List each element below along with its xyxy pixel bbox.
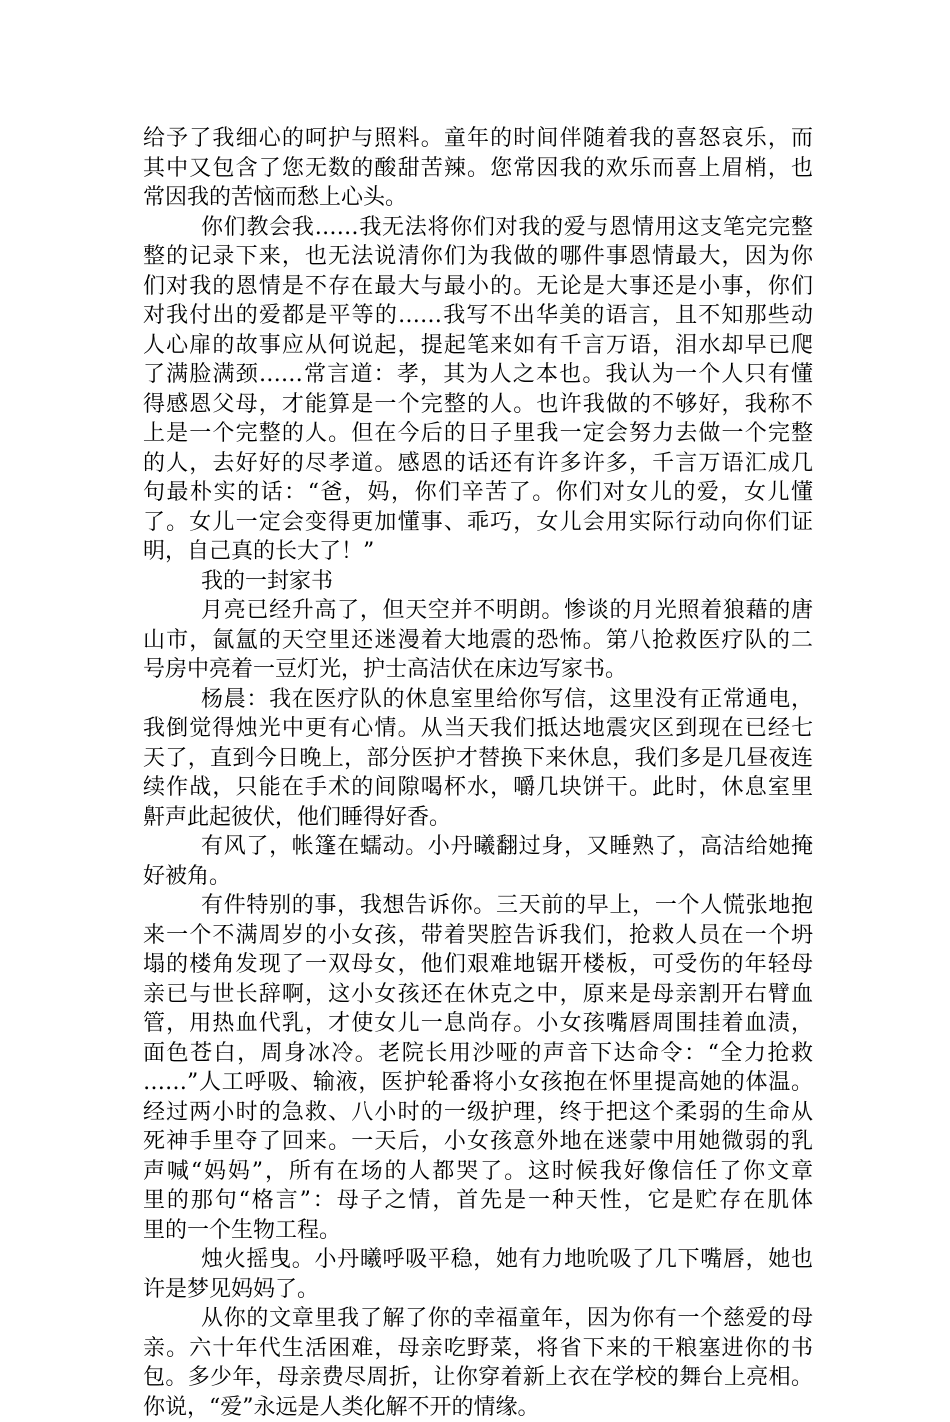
paragraph [143,596,813,685]
text-line: 续作战，只能在手术的间隙喝杯水，嚼几块饼干。此时，休息室里 [143,773,813,803]
text-line: 上是一个完整的人。但在今后的日子里我一定会努力去做一个完整 [143,419,813,449]
paragraph [143,1304,813,1422]
text-line: 声喊“妈妈”，所有在场的人都哭了。这时候我好像信任了你文章 [143,1157,813,1187]
text-line: 的人，去好好的尽孝道。感恩的话还有许多许多，千言万语汇成几 [143,449,813,479]
text-line: 里的一个生物工程。 [143,1216,813,1246]
text-line: 管，用热血代乳，才使女儿一息尚存。小女孩嘴唇周围挂着血渍， [143,1009,813,1039]
text-line: 里的那句“格言”：母子之情，首先是一种天性，它是贮存在肌体 [143,1186,813,1216]
text-line: 杨晨：我在医疗队的休息室里给你写信，这里没有正常通电， [143,685,813,715]
text-line: 许是梦见妈妈了。 [143,1275,813,1305]
paragraph [143,832,813,891]
paragraph [143,1245,813,1304]
text-line: 亲已与世长辞啊，这小女孩还在休克之中，原来是母亲割开右臂血 [143,980,813,1010]
text-line: 我倒觉得烛光中更有心情。从当天我们抵达地震灾区到现在已经七 [143,714,813,744]
text-line: 天了，直到今日晚上，部分医护才替换下来休息，我们多是几昼夜连 [143,744,813,774]
text-line: ……”人工呼吸、输液，医护轮番将小女孩抱在怀里提高她的体温。 [143,1068,813,1098]
text-line: 你说，“爱”永远是人类化解不开的情缘。 [143,1393,813,1422]
text-line: 亲。六十年代生活困难，母亲吃野菜，将省下来的干粮塞进你的书 [143,1334,813,1364]
text-line: 其中又包含了您无数的酸甜苦辣。您常因我的欢乐而喜上眉梢，也 [143,154,813,184]
text-line: 山市，氤氲的天空里还迷漫着大地震的恐怖。第八抢救医疗队的二 [143,626,813,656]
text-line: 给予了我细心的呵护与照料。童年的时间伴随着我的喜怒哀乐，而 [143,124,813,154]
text-line: 烛火摇曳。小丹曦呼吸平稳，她有力地吮吸了几下嘴唇，她也 [143,1245,813,1275]
paragraph [143,213,813,567]
text-line: 有风了，帐篷在蠕动。小丹曦翻过身，又睡熟了，高洁给她掩 [143,832,813,862]
section-title-text: 我的一封家书 [143,567,813,597]
paragraph [143,685,813,833]
text-line: 有件特别的事，我想告诉你。三天前的早上，一个人慌张地抱 [143,891,813,921]
text-line: 得感恩父母，才能算是一个完整的人。也许我做的不够好，我称不 [143,390,813,420]
text-line: 句最朴实的话：“爸，妈，你们辛苦了。你们对女儿的爱，女儿懂 [143,478,813,508]
text-line: 对我付出的爱都是平等的……我写不出华美的语言，且不知那些动 [143,301,813,331]
section-title [143,567,813,597]
text-line: 了满脸满颈……常言道：孝，其为人之本也。我认为一个人只有懂 [143,360,813,390]
paragraph [143,891,813,1245]
text-line: 了。女儿一定会变得更加懂事、乖巧，女儿会用实际行动向你们证 [143,508,813,538]
text-line: 包。多少年，母亲费尽周折，让你穿着新上衣在学校的舞台上亮相。 [143,1363,813,1393]
text-line: 塌的楼角发现了一双母女，他们艰难地锯开楼板，可受伤的年轻母 [143,950,813,980]
text-line: 号房中亮着一豆灯光，护士高洁伏在床边写家书。 [143,655,813,685]
text-line: 鼾声此起彼伏，他们睡得好香。 [143,803,813,833]
text-line: 面色苍白，周身冰冷。老院长用沙哑的声音下达命令：“全力抢救 [143,1039,813,1069]
text-line: 好被角。 [143,862,813,892]
paragraph [143,124,813,213]
text-line: 来一个不满周岁的小女孩，带着哭腔告诉我们，抢救人员在一个坍 [143,921,813,951]
document-page [143,124,813,1422]
text-line: 经过两小时的急救、八小时的一级护理，终于把这个柔弱的生命从 [143,1098,813,1128]
text-line: 你们教会我……我无法将你们对我的爱与恩情用这支笔完完整 [143,213,813,243]
text-line: 们对我的恩情是不存在最大与最小的。无论是大事还是小事，你们 [143,272,813,302]
text-line: 从你的文章里我了解了你的幸福童年，因为你有一个慈爱的母 [143,1304,813,1334]
text-line: 月亮已经升高了，但天空并不明朗。惨谈的月光照着狼藉的唐 [143,596,813,626]
text-line: 明，自己真的长大了！” [143,537,813,567]
text-line: 整的记录下来，也无法说清你们为我做的哪件事恩情最大，因为你 [143,242,813,272]
text-line: 死神手里夺了回来。一天后，小女孩意外地在迷蒙中用她微弱的乳 [143,1127,813,1157]
text-line: 人心扉的故事应从何说起，提起笔来如有千言万语，泪水却早已爬 [143,331,813,361]
text-line: 常因我的苦恼而愁上心头。 [143,183,813,213]
